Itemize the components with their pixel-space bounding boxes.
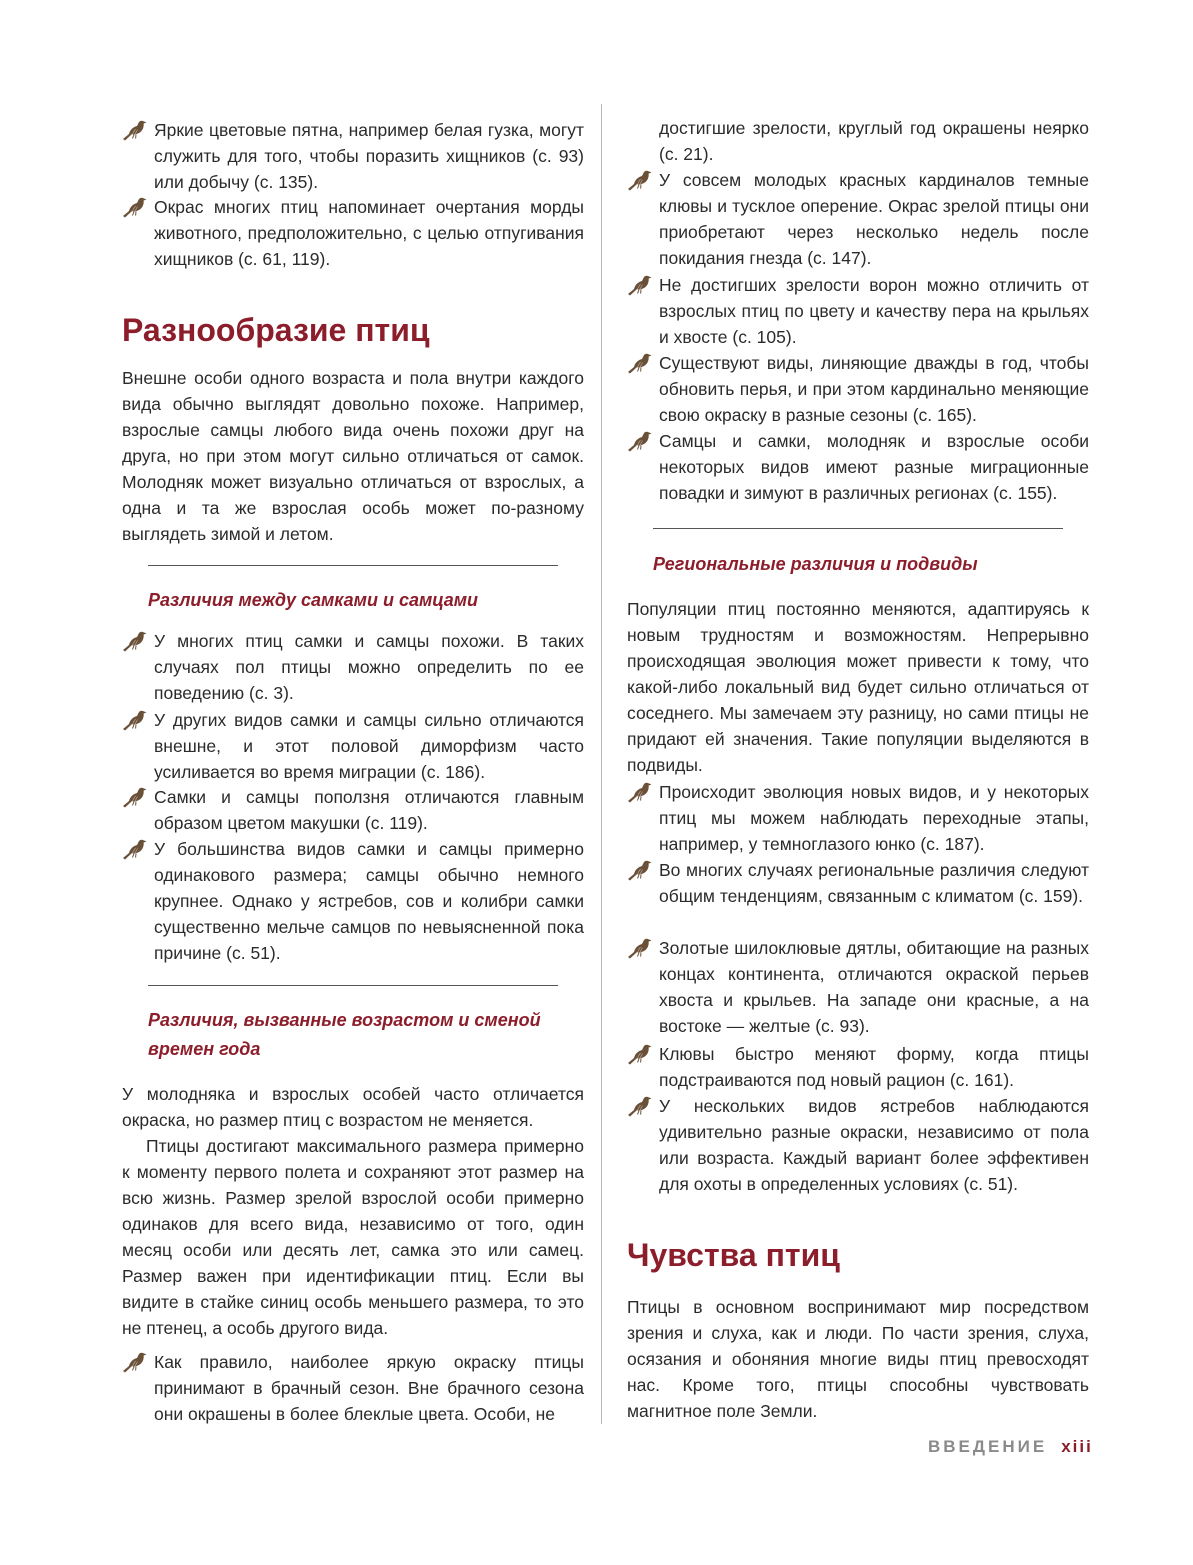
list-item <box>122 784 584 836</box>
bird-icon <box>627 272 653 298</box>
subsection-title: Различия между самками и самцами <box>148 590 479 610</box>
section-title: Разнообразие птиц <box>122 312 430 348</box>
list-item-continuation <box>627 115 1089 167</box>
list-item-text: Происходит эволюция новых видов, и у некоторых птиц мы можем наблюдать переходные этапы, например, у темноглазого юнко (с. 187). <box>659 782 1089 854</box>
list-item <box>627 935 1089 1039</box>
section-title: Чувства птиц <box>627 1237 840 1273</box>
list-item-text: У большинства видов самки и самцы примерно одинакового размера; самцы обычно немного крупнее. Однако у ястребов, сов и колибри самки существенно мельче самцов по невыясненной пока причине (с. 51). <box>154 839 584 963</box>
bird-icon <box>627 350 653 376</box>
list-item-text: У многих птиц самки и самцы похожи. В таких случаях пол птицы можно определить по ее поведению (с. 3). <box>154 631 584 703</box>
paragraph: Популяции птиц постоянно меняются, адаптируясь к новым трудностям и возможностям. Непрерывно происходящая эволюция может привести к тому, что какой-либо локальный вид будет сильно отличаться от соседнего. Мы замечаем эту разницу, но сами птицы не придают ей значения. Такие популяции выделяются в подвиды. <box>627 599 1089 775</box>
list-item <box>627 779 1089 857</box>
bird-icon <box>122 117 148 143</box>
bird-icon <box>122 628 148 654</box>
page-footer <box>928 1437 1093 1457</box>
list-item <box>627 272 1089 350</box>
divider <box>148 565 558 566</box>
list-item <box>627 857 1089 909</box>
bird-icon <box>122 1349 148 1375</box>
list-item <box>122 117 584 195</box>
column-divider <box>601 104 602 1424</box>
bird-icon <box>627 779 653 805</box>
list-item-text: Окрас многих птиц напоминает очертания морды животного, предположительно, с целью отпугивания хищников (с. 61, 119). <box>154 197 584 269</box>
list-item-text: Не достигших зрелости ворон можно отличить от взрослых птиц по цвету и качеству пера на крыльях и хвосте (с. 105). <box>659 275 1089 347</box>
list-item-text: У совсем молодых красных кардиналов темные клювы и тусклое оперение. Окрас зрелой птицы они приобретают через несколько недель после покидания гнезда (с. 147). <box>659 170 1089 268</box>
page-number: xiii <box>1061 1437 1093 1456</box>
divider <box>148 985 558 986</box>
list-item-text: Существуют виды, линяющие дважды в год, чтобы обновить перья, и при этом кардинально меняющие свою окраску в разные сезоны (с. 165). <box>659 353 1089 425</box>
bird-icon <box>122 194 148 220</box>
bird-icon <box>627 428 653 454</box>
bird-icon <box>627 167 653 193</box>
list-item-text: У других видов самки и самцы сильно отличаются внешне, и этот половой диморфизм часто усиливается во время миграции (с. 186). <box>154 710 584 782</box>
list-item-text: Как правило, наиболее яркую окраску птицы принимают в брачный сезон. Вне брачного сезона они окрашены в более блеклые цвета. Особи, не <box>154 1352 584 1424</box>
list-item-text: Золотые шилоклювые дятлы, обитающие на разных концах континента, отличаются окраской перьев хвоста и крыльев. На западе они красные, а на востоке — желтые (с. 93). <box>659 938 1089 1036</box>
list-item <box>627 350 1089 428</box>
list-item <box>627 1041 1089 1093</box>
list-item <box>122 194 584 272</box>
divider <box>653 528 1063 529</box>
list-item <box>122 628 584 706</box>
list-item-text: Самки и самцы поползня отличаются главным образом цветом макушки (с. 119). <box>154 787 584 833</box>
paragraph: У молодняка и взрослых особей часто отличается окраска, но размер птиц с возрастом не меняется. <box>122 1084 584 1130</box>
list-item-text: Во многих случаях региональные различия следуют общим тенденциям, связанным с климатом (с. 159). <box>659 860 1089 906</box>
subsection-title: Региональные различия и подвиды <box>653 554 978 574</box>
bird-icon <box>627 935 653 961</box>
footer-section-label: ВВЕДЕНИЕ <box>928 1437 1048 1456</box>
paragraph: Птицы в основном воспринимают мир посредством зрения и слуха, как и люди. По части зрения, слуха, осязания и обоняния многие виды птиц превосходят нас. Кроме того, птицы способны чувствовать магнитное поле Земли. <box>627 1297 1089 1421</box>
paragraph: Птицы достигают максимального размера примерно к моменту первого полета и сохраняют этот размер на всю жизнь. Размер зрелой взрослой особи примерно одинаков для всего вида, независимо от того, один месяц особи или десять лет, самка это или самец. Размер важен при идентификации птиц. Если вы видите в стайке синиц особь меньшего размера, то это не птенец, а особь другого вида. <box>122 1136 584 1338</box>
bird-icon <box>122 784 148 810</box>
list-item-text: достигшие зрелости, круглый год окрашены неярко (с. 21). <box>659 118 1089 164</box>
list-item-text: У нескольких видов ястребов наблюдаются удивительно разные окраски, независимо от пола или возраста. Каждый вариант более эффективен для охоты в определенных условиях (с. 51). <box>659 1096 1089 1194</box>
list-item <box>122 1349 584 1427</box>
list-item <box>627 1093 1089 1197</box>
list-item <box>122 707 584 785</box>
bird-icon <box>122 707 148 733</box>
list-item-text: Клювы быстро меняют форму, когда птицы подстраиваются под новый рацион (с. 161). <box>659 1044 1089 1090</box>
list-item <box>122 836 584 966</box>
bird-icon <box>627 857 653 883</box>
list-item <box>627 167 1089 271</box>
bird-icon <box>627 1093 653 1119</box>
bird-icon <box>122 836 148 862</box>
list-item <box>627 428 1089 506</box>
subsection-title: Различия, вызванные возрастом и сменой времен года <box>148 1010 541 1059</box>
list-item-text: Яркие цветовые пятна, например белая гузка, могут служить для того, чтобы поразить хищников (с. 93) или добычу (с. 135). <box>154 120 584 192</box>
bird-icon <box>627 1041 653 1067</box>
section-intro: Внешне особи одного возраста и пола внутри каждого вида обычно выглядят довольно похоже. Например, взрослые самцы любого вида очень похожи друг на друга, но при этом могут сильно отличаться от самок. Молодняк может визуально отличаться от взрослых, а одна и та же взрослая особь может по-разному выглядеть зимой и летом. <box>122 368 584 544</box>
list-item-text: Самцы и самки, молодняк и взрослые особи некоторых видов имеют разные миграционные повадки и зимуют в различных регионах (с. 155). <box>659 431 1089 503</box>
